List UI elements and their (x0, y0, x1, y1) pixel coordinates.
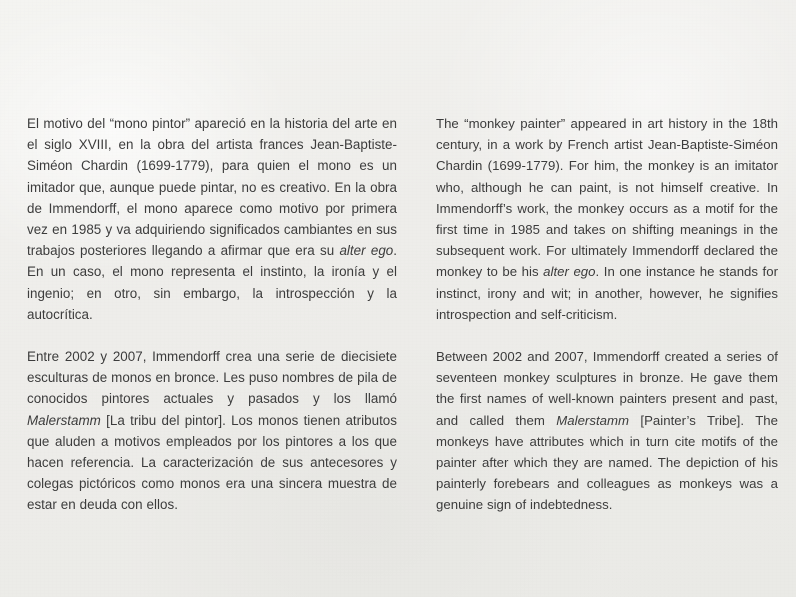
italic-term: Malerstamm (556, 412, 630, 428)
paragraph (27, 113, 397, 325)
text-run: Between 2002 and 2007, Immendorff created a series of seventeen monkey sculptures in bronze. He gave them the first names of well-known painters present and past, and called them (436, 349, 778, 428)
text-run: Entre 2002 y 2007, Immendorff crea una serie de diecisiete esculturas de monos en bronce. Les puso nombres de pila de conocidos pintores actuales y pasados y los llamó (27, 349, 397, 407)
text-run: . En un caso, el mono representa el instinto, la ironía y el ingenio; en otro, sin embargo, la introspección y la autocrítica. (27, 243, 398, 322)
italic-term: alter ego (339, 243, 394, 259)
paragraph (27, 346, 397, 516)
english-text-column (436, 113, 778, 537)
paragraph (436, 113, 778, 325)
italic-term: Malerstamm (27, 412, 101, 428)
text-run: . In one instance he stands for instinct, irony and wit; in another, however, he signifies introspection and self-criticism. (436, 264, 779, 322)
text-run: [La tribu del pintor]. Los monos tienen atributos que aluden a motivos empleados por los pintores a los que hacen referencia. La caracterización de sus antecesores y colegas pictóricos como monos era una sincera muestra de estar en deuda con ellos. (27, 412, 397, 513)
text-run: El motivo del “mono pintor” apareció en la historia del arte en el siglo XVIII, en la obra del artista frances Jean-Baptiste-Siméon Chardin (1699-1779), para quien el mono es un imitador que, aunque puede pintar, no es creativo. En la obra de Immendorff, el mono aparece como motivo por primera vez en 1985 y va adquiriendo significados cambiantes en sus trabajos posteriores llegando a afirmar que era su (27, 116, 397, 259)
text-columns-container (0, 113, 796, 537)
text-run: [Painter’s Tribe]. The monkeys have attributes which in turn cite motifs of the painter after which they are named. The depiction of his painterly forebears and colleagues as monkeys was a genuine sign of indebtedness. (436, 412, 778, 513)
italic-term: alter ego (543, 264, 596, 280)
text-run: The “monkey painter” appeared in art history in the 18th century, in a work by French artist Jean-Baptiste-Siméon Chardin (1699-1779). For him, the monkey is an imitator who, although he can paint, is not himself creative. In Immendorff’s work, the monkey occurs as a motif for the first time in 1985 and takes on shifting meanings in the subsequent work. For ultimately Immendorff declared the monkey to be his (436, 116, 778, 280)
spanish-text-column (27, 113, 397, 516)
paragraph (436, 346, 778, 516)
